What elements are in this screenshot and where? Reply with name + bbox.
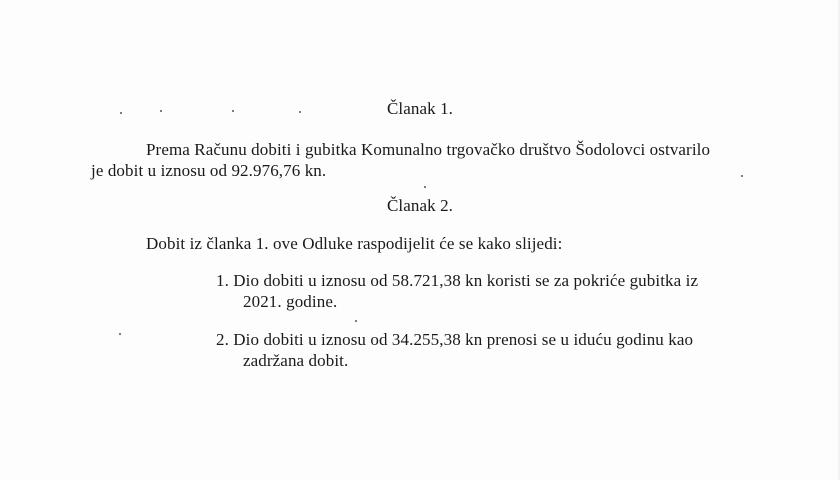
list-item-2-line-2: zadržana dobit. [243, 351, 349, 370]
scan-speck [232, 110, 234, 112]
scan-speck [424, 186, 426, 188]
scan-speck [299, 111, 301, 113]
scan-speck [160, 110, 162, 112]
article-2-heading: Članak 2. [386, 196, 454, 215]
article-1-paragraph-line-1: Prema Računu dobiti i gubitka Komunalno trgovačko društvo Šodolovci ostvarilo [146, 140, 711, 159]
article-1-paragraph-line-2: je dobit u iznosu od 92.976,76 kn. [91, 161, 327, 180]
scan-speck [119, 333, 121, 335]
scan-speck [741, 175, 743, 177]
list-item-1-line-1: 1. Dio dobiti u iznosu od 58.721,38 kn koristi se za pokriće gubitka iz [216, 271, 699, 290]
list-item-1-line-2: 2021. godine. [243, 292, 338, 311]
scan-speck [355, 320, 357, 322]
scan-speck [120, 112, 122, 114]
list-item-2-line-1: 2. Dio dobiti u iznosu od 34.255,38 kn prenosi se u iduću godinu kao [216, 330, 694, 349]
article-2-intro: Dobit iz članka 1. ove Odluke raspodijelit će se kako slijedi: [146, 234, 563, 253]
article-1-heading: Članak 1. [386, 99, 454, 118]
